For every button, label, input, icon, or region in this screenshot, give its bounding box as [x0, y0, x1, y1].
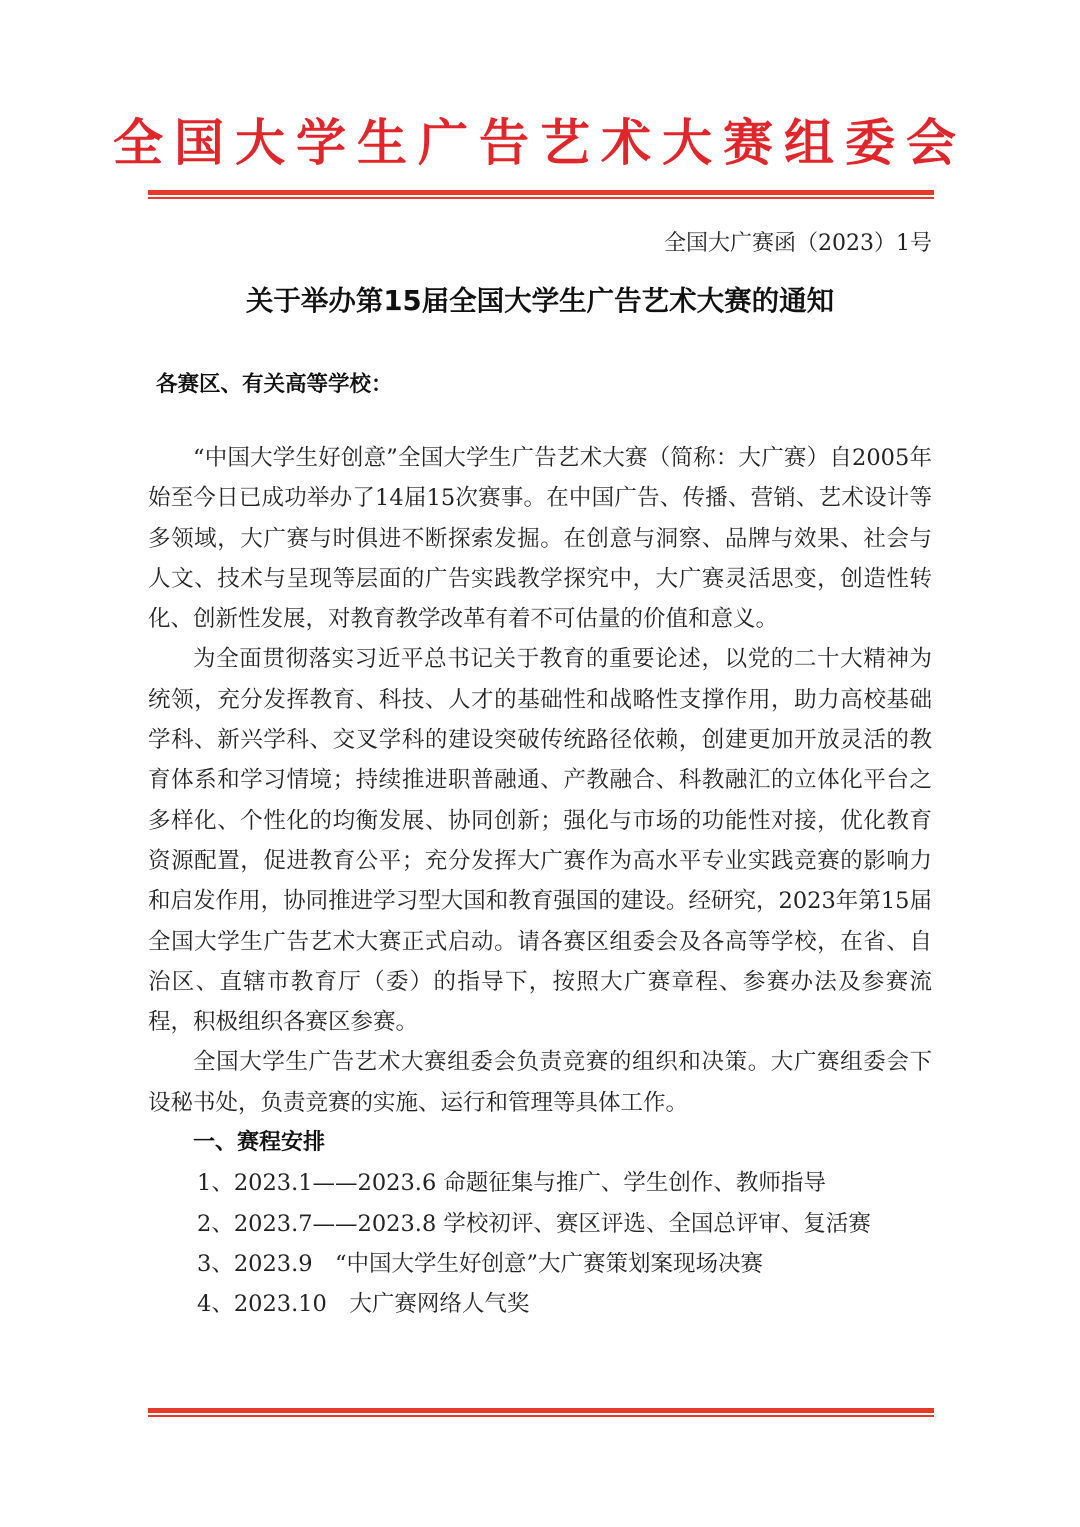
body-paragraph-3: 全国大学生广告艺术大赛组委会负责竞赛的组织和决策。大广赛组委会下设秘书处，负责竞赛的实施、运行和管理等具体工作。 [148, 1049, 932, 1116]
letterhead-organization: 全国大学生广告艺术大赛组委会 [113, 113, 967, 172]
section-heading-schedule: 一、赛程安排 [193, 1130, 326, 1156]
footer-rule-thick [148, 1408, 934, 1413]
letterhead-rule-thick [148, 190, 934, 195]
document-number: 全国大广赛函（2023）1号 [664, 231, 932, 256]
footer-rule-thin [148, 1415, 934, 1417]
schedule-item-2: 2、2023.7——2023.8 学校初评、赛区评选、全国总评审、复活赛 [197, 1210, 871, 1237]
schedule-item-3: 3、2023.9 “中国大学生好创意”大广赛策划案现场决赛 [197, 1250, 764, 1277]
document-body [148, 438, 932, 1325]
schedule-item-1: 1、2023.1——2023.6 命题征集与推广、学生创作、教师指导 [197, 1170, 826, 1197]
document-title: 关于举办第15届全国大学生广告艺术大赛的通知 [245, 285, 835, 317]
body-paragraph-2: 为全面贯彻落实习近平总书记关于教育的重要论述，以党的二十大精神为统领，充分发挥教育、科技、人才的基础性和战略性支撑作用，助力高校基础学科、新兴学科、交叉学科的建设突破传统路径依赖，创建更加开放灵活的教育体系和学习情境；持续推进职普融通、产教融合、科教融汇的立体化平台之多样化、个性化的均衡发展、协同创新；强化与市场的功能性对接，优化教育资源配置，促进教育公平；充分发挥大广赛作为高水平专业实践竞赛的影响力和启发作用，协同推进学习型大国和教育强国的建设。经研究，2023年第15届全国大学生广告艺术大赛正式启动。请各赛区组委会及各高等学校，在省、自治区、直辖市教育厅（委）的指导下，按照大广赛章程、参赛办法及参赛流程，积极组织各赛区参赛。 [148, 646, 932, 1036]
body-paragraph-1: “中国大学生好创意”全国大学生广告艺术大赛（简称：大广赛）自2005年始至今日已成功举办了14届15次赛事。在中国广告、传播、营销、艺术设计等多领域，大广赛与时俱进不断探索发掘。在创意与洞察、品牌与效果、社会与人文、技术与呈现等层面的广告实践教学探究中，大广赛灵活思变，创造性转化、创新性发展，对教育教学改革有着不可估量的价值和意义。 [148, 445, 932, 633]
schedule-item-4: 4、2023.10 大广赛网络人气奖 [197, 1291, 530, 1318]
letterhead-rule-thin [148, 197, 934, 199]
salutation: 各赛区、有关高等学校： [156, 372, 393, 397]
